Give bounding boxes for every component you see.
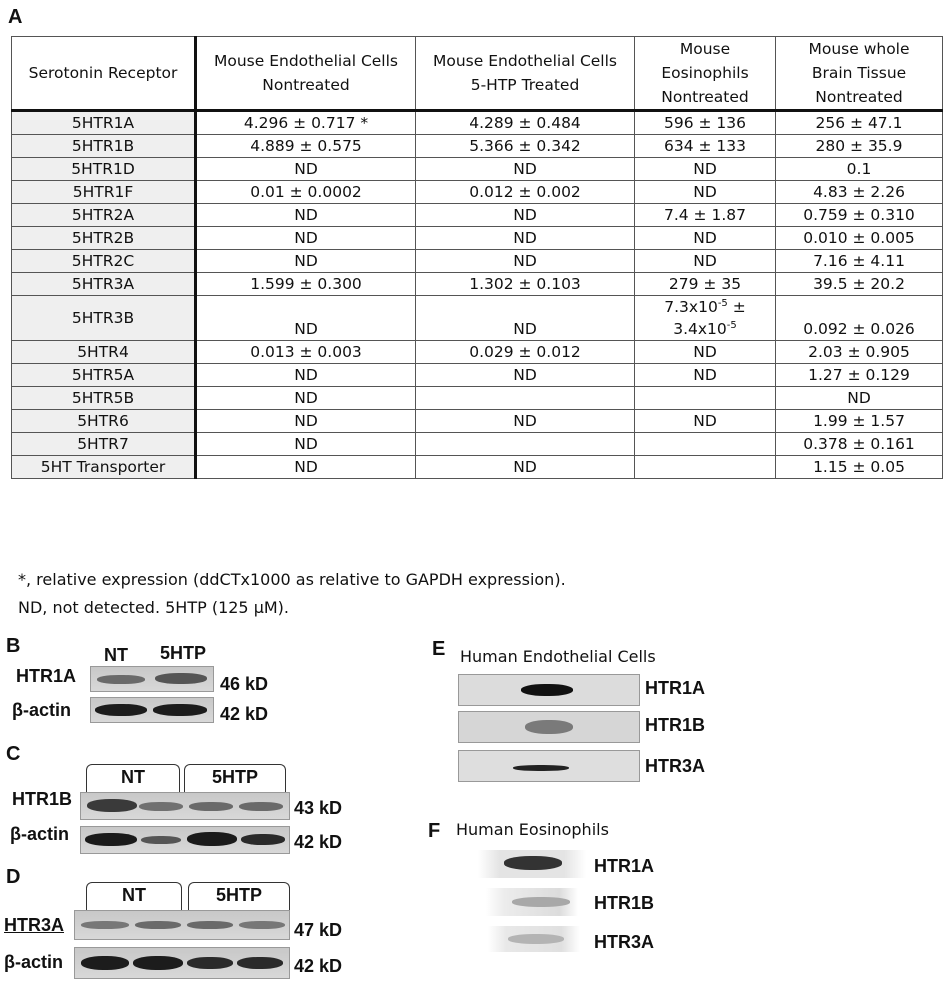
cell: 1.27 ± 0.129	[776, 364, 943, 387]
band	[155, 673, 207, 684]
table-row	[12, 387, 943, 410]
cell	[635, 387, 776, 410]
blot-e-htr3a	[458, 750, 640, 782]
cell: ND	[416, 296, 635, 341]
row-receptor: 5HT Transporter	[12, 456, 196, 479]
blot-d-bracket-5htp: 5HTP	[188, 882, 290, 911]
cell: ND	[416, 227, 635, 250]
cell: ND	[416, 364, 635, 387]
blot-c-row-label: HTR1B	[12, 789, 73, 809]
header-brain-nt: Mouse whole Brain Tissue Nontreated	[776, 37, 943, 111]
band	[95, 704, 147, 716]
band	[153, 704, 207, 716]
cell: ND	[635, 158, 776, 181]
blot-d-htr3a	[74, 910, 290, 940]
footnote-relative-expression: *, relative expression (ddCTx1000 as relative to GAPDH expression).	[18, 570, 566, 589]
cell: ND	[416, 456, 635, 479]
blot-d-actin	[74, 947, 290, 979]
cell: 0.010 ± 0.005	[776, 227, 943, 250]
blot-f-htr3a	[488, 926, 580, 952]
cell: 0.01 ± 0.0002	[196, 181, 416, 204]
cell: 1.599 ± 0.300	[196, 273, 416, 296]
blot-e-label: HTR3A	[645, 756, 706, 776]
cell: ND	[416, 410, 635, 433]
cell: ND	[416, 250, 635, 273]
cell: 7.4 ± 1.87	[635, 204, 776, 227]
blot-b-row-label: HTR1A	[16, 666, 77, 686]
cell: 634 ± 133	[635, 135, 776, 158]
blot-e-label: HTR1A	[645, 678, 706, 698]
blot-b-size: 42 kD	[220, 704, 269, 724]
cell: ND	[196, 410, 416, 433]
cell: 0.1	[776, 158, 943, 181]
cell: 0.759 ± 0.310	[776, 204, 943, 227]
cell	[635, 433, 776, 456]
footnote-nd: ND, not detected. 5HTP (125 µM).	[18, 598, 290, 617]
cell: ND	[776, 387, 943, 410]
row-receptor: 5HTR6	[12, 410, 196, 433]
blot-c-size: 42 kD	[294, 832, 343, 852]
cell: ND	[416, 204, 635, 227]
cell: ND	[635, 250, 776, 273]
cell	[416, 387, 635, 410]
band	[81, 956, 129, 970]
expression-table	[11, 36, 943, 479]
panel-label-d: D	[6, 866, 21, 888]
blot-e-label: HTR1B	[645, 715, 706, 735]
panel-label-f: F	[428, 820, 441, 842]
band	[239, 921, 285, 929]
row-receptor: 5HTR1A	[12, 111, 196, 135]
table-row	[12, 433, 943, 456]
cell: 596 ± 136	[635, 111, 776, 135]
table-row	[12, 456, 943, 479]
cell: 39.5 ± 20.2	[776, 273, 943, 296]
blot-b-row-label: β-actin	[12, 700, 71, 720]
band	[512, 897, 570, 907]
panel-f-title: Human Eosinophils	[456, 820, 609, 839]
blot-d-bracket-nt: NT	[86, 882, 182, 911]
cell: 4.83 ± 2.26	[776, 181, 943, 204]
cell: 0.013 ± 0.003	[196, 341, 416, 364]
row-receptor: 5HTR5B	[12, 387, 196, 410]
cell: 0.012 ± 0.002	[416, 181, 635, 204]
blot-c-actin	[80, 826, 290, 854]
cell: ND	[196, 387, 416, 410]
table-row	[12, 227, 943, 250]
panel-label-b: B	[6, 635, 21, 657]
cell: 0.092 ± 0.026	[776, 296, 943, 341]
table-row	[12, 250, 943, 273]
cell: ND	[635, 410, 776, 433]
cell: 0.378 ± 0.161	[776, 433, 943, 456]
band	[187, 921, 233, 929]
cell: 279 ± 35	[635, 273, 776, 296]
cell: 5.366 ± 0.342	[416, 135, 635, 158]
blot-d-size: 42 kD	[294, 956, 343, 976]
cell: 1.302 ± 0.103	[416, 273, 635, 296]
row-receptor: 5HTR1D	[12, 158, 196, 181]
panel-label-e: E	[432, 638, 446, 660]
cell: ND	[416, 158, 635, 181]
cell: ND	[196, 158, 416, 181]
row-receptor: 5HTR1B	[12, 135, 196, 158]
table-row	[12, 181, 943, 204]
table-row	[12, 111, 943, 135]
row-receptor: 5HTR3B	[12, 296, 196, 341]
header-endo-5htp: Mouse Endothelial Cells 5-HTP Treated	[416, 37, 635, 111]
band	[189, 802, 233, 811]
band	[87, 799, 137, 812]
blot-c-bracket-5htp: 5HTP	[184, 764, 286, 793]
table-row	[12, 364, 943, 387]
table-row	[12, 204, 943, 227]
band	[81, 921, 129, 929]
table-row	[12, 341, 943, 364]
row-receptor: 5HTR5A	[12, 364, 196, 387]
blot-f-htr1b	[486, 888, 578, 916]
cell: 7.16 ± 4.11	[776, 250, 943, 273]
band	[504, 856, 562, 870]
cell: ND	[635, 341, 776, 364]
cell: 1.15 ± 0.05	[776, 456, 943, 479]
header-eos-nt: Mouse Eosinophils Nontreated	[635, 37, 776, 111]
blot-d-row-label: β-actin	[4, 952, 63, 972]
table-row	[12, 273, 943, 296]
row-receptor: 5HTR4	[12, 341, 196, 364]
row-receptor: 5HTR2A	[12, 204, 196, 227]
cell: 4.889 ± 0.575	[196, 135, 416, 158]
blot-b-group-nt: NT	[104, 645, 128, 665]
cell: 2.03 ± 0.905	[776, 341, 943, 364]
table-header-row	[12, 37, 943, 111]
cell: 4.296 ± 0.717 *	[196, 111, 416, 135]
blot-e-htr1b	[458, 711, 640, 743]
band	[525, 720, 573, 734]
band	[97, 675, 145, 684]
cell: ND	[635, 227, 776, 250]
cell: ND	[196, 364, 416, 387]
row-receptor: 5HTR2B	[12, 227, 196, 250]
band	[508, 934, 564, 944]
blot-c-bracket-nt: NT	[86, 764, 180, 793]
cell: ND	[196, 204, 416, 227]
cell: ND	[196, 250, 416, 273]
blot-f-htr1a	[478, 850, 586, 878]
panel-e-title: Human Endothelial Cells	[460, 647, 656, 666]
row-receptor: 5HTR2C	[12, 250, 196, 273]
blot-c-row-label: β-actin	[10, 824, 69, 844]
cell: ND	[635, 364, 776, 387]
cell: ND	[196, 433, 416, 456]
table-row	[12, 410, 943, 433]
blot-d-row-label: HTR3A	[4, 915, 65, 935]
band	[133, 956, 183, 970]
panel-label-c: C	[6, 743, 21, 765]
cell: ND	[196, 296, 416, 341]
band	[237, 957, 283, 969]
cell: 0.029 ± 0.012	[416, 341, 635, 364]
cell	[635, 456, 776, 479]
blot-b-group-5htp: 5HTP	[160, 643, 207, 663]
blot-f-label: HTR1B	[594, 893, 655, 913]
band	[239, 802, 283, 811]
row-receptor: 5HTR1F	[12, 181, 196, 204]
band	[187, 957, 233, 969]
band	[141, 836, 181, 844]
table-row	[12, 296, 943, 341]
band	[187, 832, 237, 846]
blot-b-actin	[90, 697, 214, 723]
cell: 256 ± 47.1	[776, 111, 943, 135]
band	[241, 834, 285, 845]
row-receptor: 5HTR3A	[12, 273, 196, 296]
table-row	[12, 135, 943, 158]
band	[135, 921, 181, 929]
panel-label-a: A	[8, 6, 23, 28]
blot-d-size: 47 kD	[294, 920, 343, 940]
cell-5htr3b-eos: $7.3x10^{-5}$ ± $3.4x10^{-5}$	[635, 296, 776, 341]
cell: ND	[635, 181, 776, 204]
blot-c-htr1b	[80, 792, 290, 820]
cell	[416, 433, 635, 456]
blot-f-label: HTR1A	[594, 856, 655, 876]
header-receptor: Serotonin Receptor	[12, 37, 196, 111]
blot-f-label: HTR3A	[594, 932, 655, 952]
cell: 4.289 ± 0.484	[416, 111, 635, 135]
band	[521, 684, 573, 696]
cell: 280 ± 35.9	[776, 135, 943, 158]
cell: ND	[196, 456, 416, 479]
blot-b-size: 46 kD	[220, 674, 269, 694]
band	[85, 833, 137, 846]
header-endo-nt: Mouse Endothelial Cells Nontreated	[196, 37, 416, 111]
blot-b-htr1a	[90, 666, 214, 692]
band	[139, 802, 183, 811]
table-row	[12, 158, 943, 181]
cell: 1.99 ± 1.57	[776, 410, 943, 433]
blot-c-size: 43 kD	[294, 798, 343, 818]
blot-e-htr1a	[458, 674, 640, 706]
row-receptor: 5HTR7	[12, 433, 196, 456]
cell: ND	[196, 227, 416, 250]
band	[513, 765, 569, 771]
